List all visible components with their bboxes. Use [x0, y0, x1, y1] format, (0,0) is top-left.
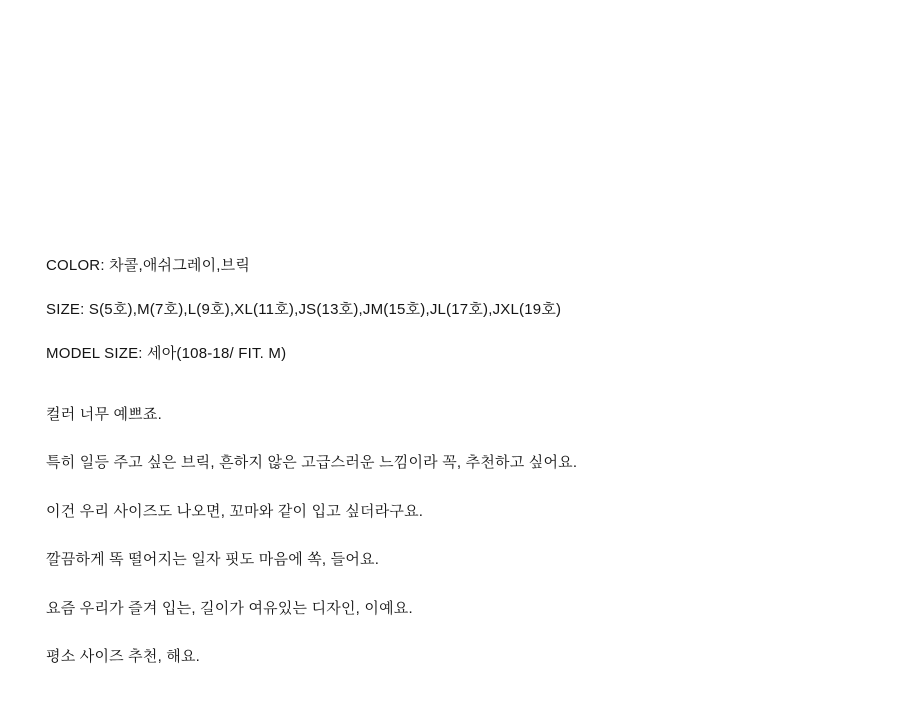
description-line: 평소 사이즈 추천, 해요.: [46, 648, 201, 665]
description-line: 컬러 너무 예쁘죠.: [46, 406, 162, 423]
product-size-line: SIZE: S(5호),M(7호),L(9호),XL(11호),JS(13호),JM(15호),JL(17호),JXL(19호): [46, 301, 562, 318]
description-line: 특히 일등 주고 싶은 브릭, 흔하지 않은 고급스러운 느낌이라 꼭, 추천하고 싶어요.: [46, 454, 578, 471]
product-color-line: COLOR: 차콜,애쉬그레이,브릭: [46, 257, 251, 274]
description-line: 이건 우리 사이즈도 나오면, 꼬마와 같이 입고 싶더라구요.: [46, 503, 424, 520]
product-model-size-line: MODEL SIZE: 세아(108-18/ FIT. M): [46, 345, 287, 362]
description-line: 깔끔하게 똑 떨어지는 일자 핏도 마음에 쏙, 들어요.: [46, 551, 380, 568]
description-line: 요즘 우리가 즐겨 입는, 길이가 여유있는 디자인, 이예요.: [46, 600, 413, 617]
